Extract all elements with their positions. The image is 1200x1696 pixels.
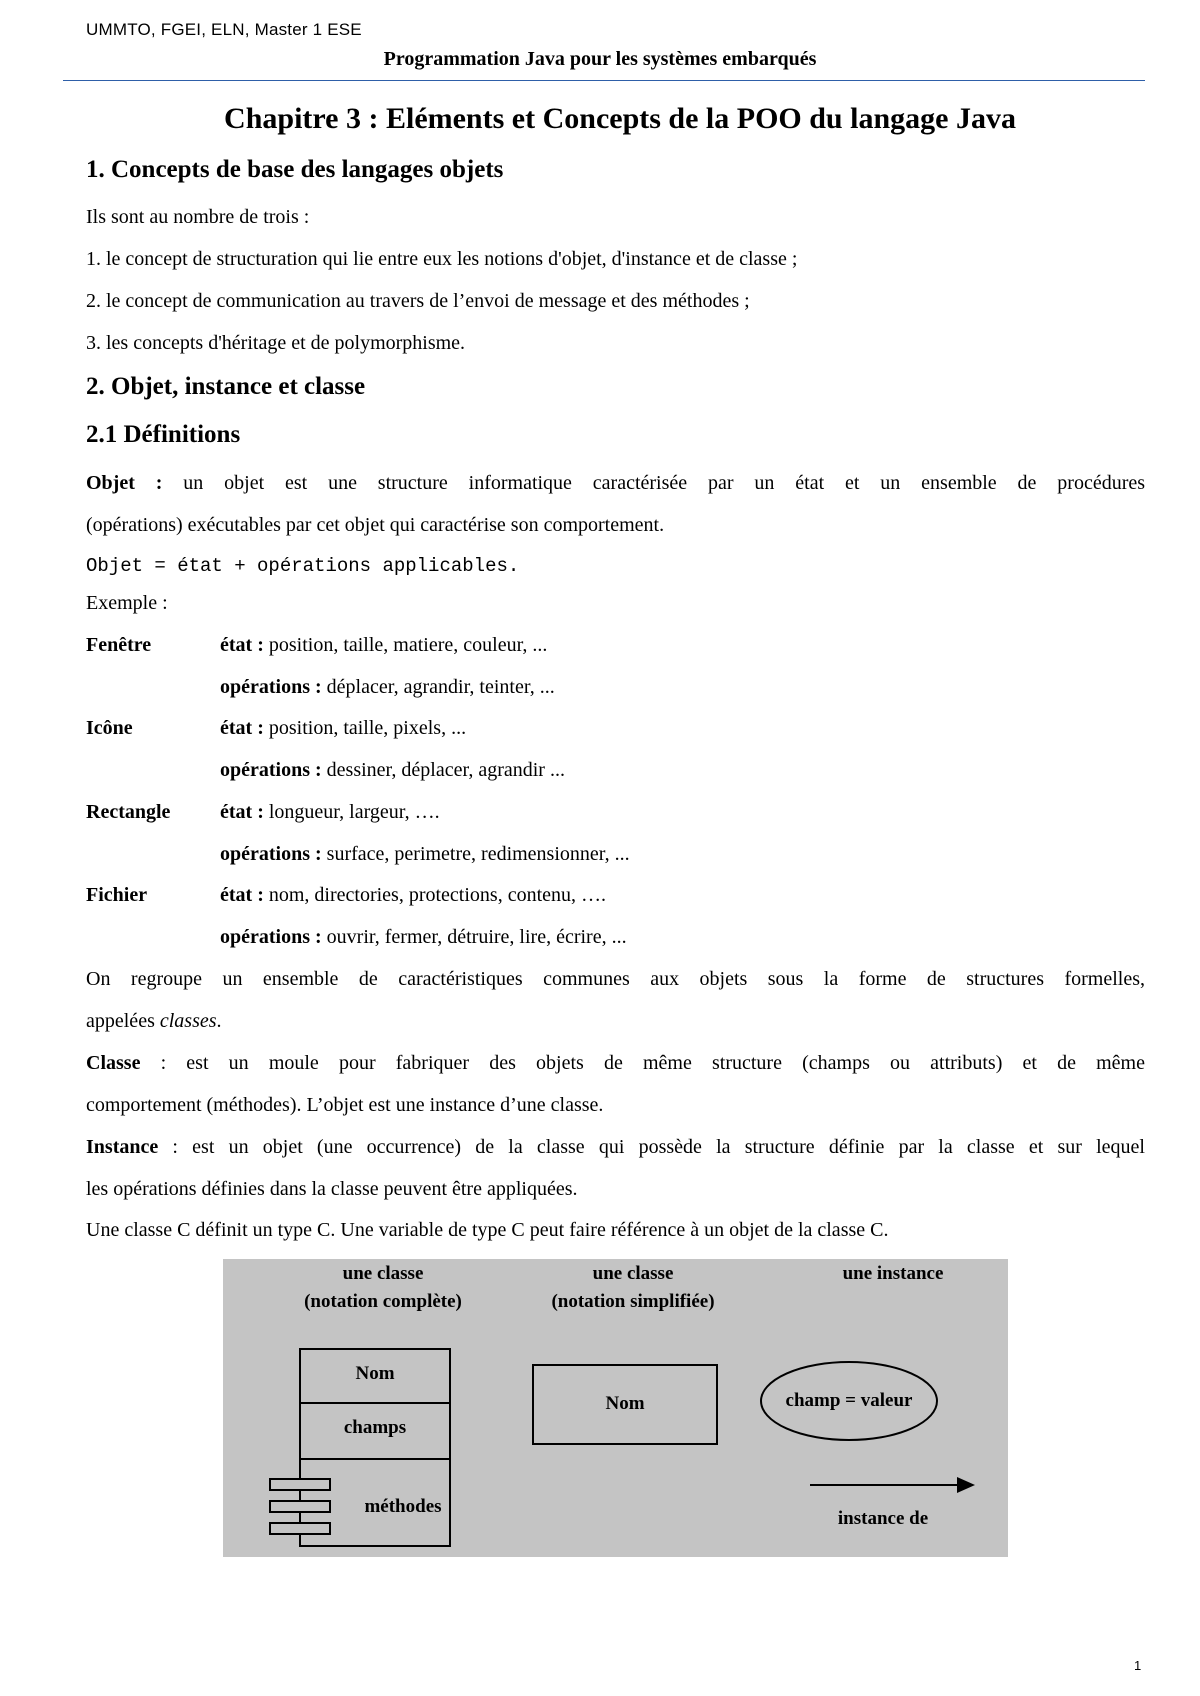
classe-definition-line-1 (86, 1052, 1145, 1075)
figure-col2-line2: (notation simplifiée) (551, 1291, 715, 1312)
operations-value: dessiner, déplacer, agrandir ... (326, 759, 565, 781)
page-number: 1 (1134, 1658, 1142, 1673)
operations-label: opérations : (220, 926, 322, 948)
section-2-heading: 2. Objet, instance et classe (86, 373, 366, 400)
section-1-item: 3. les concepts d'héritage et de polymorphisme. (86, 332, 466, 354)
class-notation-figure (223, 1259, 1008, 1557)
class-box-nom: Nom (355, 1363, 395, 1384)
regroupe-prefix: appelées (86, 1010, 160, 1032)
example-etat (220, 884, 606, 907)
header-institution: UMMTO, FGEI, ELN, Master 1 ESE (86, 20, 362, 39)
example-name: Icône (86, 717, 133, 739)
example-name: Fenêtre (86, 634, 152, 656)
simple-class-nom: Nom (605, 1393, 645, 1414)
header-course-title: Programmation Java pour les systèmes embarqués (383, 48, 817, 70)
method-tab-icon (270, 1479, 330, 1490)
classes-term: classes (159, 1010, 217, 1032)
type-definition: Une classe C définit un type C. Une variable de type C peut faire référence à un objet de la classe C. (86, 1219, 889, 1241)
chapter-title: Chapitre 3 : Eléments et Concepts de la POO du langage Java (224, 102, 1016, 135)
regroupe-line-2 (86, 1010, 222, 1033)
example-operations (220, 676, 555, 699)
operations-value: surface, perimetre, redimensionner, ... (326, 843, 630, 865)
operations-label: opérations : (220, 676, 322, 698)
figure-col2-line1: une classe (592, 1263, 674, 1284)
instance-definition-line-2: les opérations définies dans la classe peuvent être appliquées. (86, 1178, 578, 1200)
objet-label: Objet : (86, 472, 163, 494)
example-name: Rectangle (86, 801, 171, 823)
etat-label: état : (220, 884, 264, 906)
section-2-1-heading: 2.1 Définitions (86, 421, 241, 448)
instance-definition-line-1 (86, 1136, 1145, 1159)
etat-label: état : (220, 717, 264, 739)
etat-value: nom, directories, protections, contenu, …. (268, 884, 606, 906)
example-operations (220, 759, 565, 782)
section-1-heading: 1. Concepts de base des langages objets (86, 156, 504, 183)
etat-value: position, taille, matiere, couleur, ... (268, 634, 548, 656)
class-box-methodes: méthodes (364, 1496, 442, 1517)
figure-col3-heading: une instance (842, 1263, 944, 1284)
classe-definition-line-2: comportement (méthodes). L’objet est une instance d’une classe. (86, 1094, 604, 1116)
etat-label: état : (220, 634, 264, 656)
operations-label: opérations : (220, 843, 322, 865)
header-divider (63, 80, 1145, 81)
example-name: Fichier (86, 884, 148, 906)
class-box-champs: champs (343, 1417, 407, 1438)
etat-value: longueur, largeur, …. (268, 801, 440, 823)
objet-definition-line-2: (opérations) exécutables par cet objet qui caractérise son comportement. (86, 514, 665, 536)
instance-ellipse-text: champ = valeur (785, 1390, 913, 1411)
section-1-item: 2. le concept de communication au travers de l’envoi de message et des méthodes ; (86, 290, 750, 312)
example-etat (220, 801, 440, 824)
classe-label: Classe (86, 1052, 141, 1074)
objet-definition-text: un objet est une structure informatique caractérisée par un état et un ensemble de procédures (183, 472, 1146, 494)
figure-col1-line2: (notation complète) (304, 1291, 462, 1312)
figure-col1-line1: une classe (342, 1263, 424, 1284)
method-tab-icon (270, 1523, 330, 1534)
example-etat (220, 634, 547, 657)
objet-formula: Objet = état + opérations applicables. (86, 555, 520, 577)
instance-label: Instance (86, 1136, 159, 1158)
regroupe-line-1: On regroupe un ensemble de caractéristiques communes aux objets sous la forme de structures formelles, (86, 968, 1145, 990)
etat-value: position, taille, pixels, ... (268, 717, 467, 739)
operations-value: ouvrir, fermer, détruire, lire, écrire, ... (326, 926, 627, 948)
example-operations (220, 843, 630, 866)
instance-arrow-label: instance de (837, 1508, 929, 1529)
section-1-item: 1. le concept de structuration qui lie entre eux les notions d'objet, d'instance et de classe ; (86, 248, 798, 270)
instance-definition-text: : est un objet (une occurrence) de la classe qui possède la structure définie par la classe et sur lequel (158, 1136, 1145, 1158)
method-tab-icon (270, 1501, 330, 1512)
objet-definition-line-1 (86, 472, 1145, 495)
example-etat (220, 717, 466, 740)
etat-label: état : (220, 801, 264, 823)
classe-definition-text: : est un moule pour fabriquer des objets de même structure (champs ou attributs) et de même (140, 1052, 1145, 1074)
regroupe-suffix: . (216, 1010, 222, 1032)
example-label: Exemple : (86, 592, 168, 614)
section-1-intro: Ils sont au nombre de trois : (86, 206, 310, 228)
operations-label: opérations : (220, 759, 322, 781)
example-operations (220, 926, 627, 949)
operations-value: déplacer, agrandir, teinter, ... (326, 676, 555, 698)
arrow-head-icon (957, 1477, 975, 1493)
